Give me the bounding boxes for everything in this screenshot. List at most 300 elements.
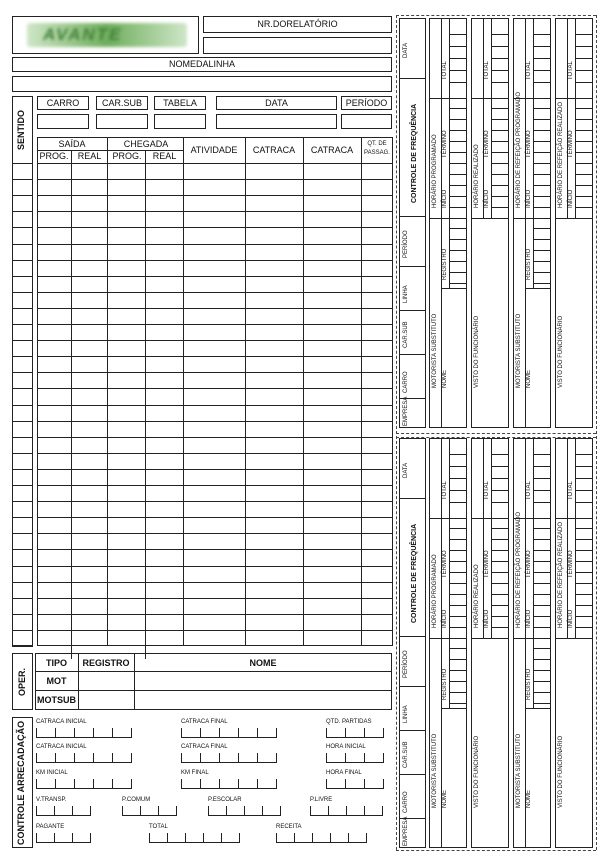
cell-line bbox=[575, 34, 593, 35]
motsub-nome-field[interactable] bbox=[136, 692, 390, 708]
table-row bbox=[37, 195, 393, 196]
arrecadacao-label: CONTROLE ARRECADAÇÃO bbox=[16, 720, 26, 845]
cell-line bbox=[449, 163, 467, 164]
digit-divider bbox=[364, 728, 365, 737]
table-row bbox=[37, 308, 393, 309]
cell-line bbox=[449, 152, 467, 153]
tabela-field[interactable] bbox=[154, 114, 206, 129]
cell-line bbox=[533, 163, 551, 164]
mot-registro-field[interactable] bbox=[80, 673, 132, 688]
divider bbox=[513, 218, 551, 219]
sentido-row bbox=[12, 227, 33, 228]
table-row bbox=[37, 388, 393, 389]
cell-line bbox=[491, 152, 509, 153]
p-comum-label: P.COMUM bbox=[122, 797, 151, 803]
table-row bbox=[37, 276, 393, 277]
table-row bbox=[37, 630, 393, 631]
catraca-final-field-1[interactable] bbox=[181, 728, 277, 738]
sentido-row bbox=[12, 437, 33, 438]
trip-grid bbox=[37, 137, 393, 646]
p2-motorista-substituto-label-2: MOTORISTA SUBSTITUTO bbox=[516, 733, 522, 808]
p1-carro-label: CARRO bbox=[403, 371, 409, 393]
logo-text: AVANTE bbox=[43, 25, 123, 44]
divider bbox=[429, 638, 467, 639]
table-row bbox=[37, 598, 393, 599]
table-row bbox=[37, 517, 393, 518]
saida-header: SAÍDA bbox=[58, 139, 86, 149]
cell-line bbox=[533, 648, 551, 649]
cell-line bbox=[449, 261, 467, 262]
sentido-row bbox=[12, 163, 33, 164]
digit-divider bbox=[185, 833, 186, 842]
cell-line bbox=[575, 108, 593, 109]
cell-line bbox=[575, 152, 593, 153]
sentido-row bbox=[12, 533, 33, 534]
digit-divider bbox=[55, 753, 56, 762]
receita-label: RECEITA bbox=[276, 824, 302, 830]
table-row bbox=[37, 582, 393, 583]
p-livre-field[interactable] bbox=[310, 806, 383, 816]
table-row bbox=[37, 260, 393, 261]
p-escolar-label: P.ESCOLAR bbox=[208, 797, 242, 803]
cell-line bbox=[533, 185, 551, 186]
digit-divider bbox=[54, 833, 55, 842]
sentido-row bbox=[12, 517, 33, 518]
table-row bbox=[37, 485, 393, 486]
divider bbox=[525, 18, 526, 218]
digit-divider bbox=[112, 753, 113, 762]
cell-line bbox=[533, 478, 551, 479]
catraca-inicial-field-2[interactable] bbox=[36, 753, 132, 763]
chegada-header: CHEGADA bbox=[123, 139, 169, 149]
p2-group-title-1: HORÁRIO REALIZADO bbox=[474, 564, 480, 628]
digit-divider bbox=[330, 833, 331, 842]
p2-termino-label-3: TÉRMINO bbox=[568, 550, 574, 578]
cell-line bbox=[449, 681, 467, 682]
cell-line bbox=[449, 627, 467, 628]
table-row bbox=[37, 372, 393, 373]
p1-visto-label-1: VISTO DO FUNCIONÁRIO bbox=[474, 315, 480, 388]
divider bbox=[399, 774, 426, 775]
cell-line bbox=[491, 185, 509, 186]
cell-line bbox=[575, 594, 593, 595]
p2-inicio-label-3: INÍCIO bbox=[568, 609, 574, 628]
total-label: TOTAL bbox=[149, 824, 168, 830]
pagante-field[interactable] bbox=[36, 833, 91, 843]
cell-line bbox=[533, 250, 551, 251]
cell-line bbox=[491, 34, 509, 35]
digit-divider bbox=[200, 753, 201, 762]
cell-line bbox=[491, 594, 509, 595]
v-transp-field[interactable] bbox=[36, 806, 91, 816]
digit-divider bbox=[345, 779, 346, 788]
cell-line bbox=[575, 454, 593, 455]
periodo-field[interactable] bbox=[341, 114, 392, 129]
p1-group-title-0: HORÁRIO PROGRAMADO bbox=[432, 134, 438, 208]
catraca-inicial-label-2: CATRACA INICIAL bbox=[36, 744, 87, 750]
cell-line bbox=[449, 272, 467, 273]
sentido-row bbox=[12, 244, 33, 245]
digit-divider bbox=[238, 779, 239, 788]
catraca-inicial-field-1[interactable] bbox=[36, 728, 132, 738]
divider bbox=[429, 98, 467, 99]
sentido-row bbox=[12, 356, 33, 357]
divider bbox=[449, 18, 450, 218]
p2-termino-label-0: TÉRMINO bbox=[442, 550, 448, 578]
table-row bbox=[37, 437, 393, 438]
cell-line bbox=[533, 207, 551, 208]
digit-divider bbox=[345, 728, 346, 737]
sentido-row bbox=[12, 405, 33, 406]
sentido-row bbox=[12, 195, 33, 196]
line-name-field[interactable] bbox=[12, 76, 392, 92]
cell-line bbox=[449, 594, 467, 595]
digit-divider bbox=[328, 806, 329, 815]
cell-line bbox=[575, 502, 593, 503]
cell-line bbox=[449, 46, 467, 47]
p-comum-field[interactable] bbox=[122, 806, 177, 816]
cell-line bbox=[533, 272, 551, 273]
cell-line bbox=[491, 502, 509, 503]
sentido-row bbox=[12, 501, 33, 502]
divider bbox=[399, 310, 426, 311]
cell-line bbox=[575, 572, 593, 573]
cell-line bbox=[449, 454, 467, 455]
cell-line bbox=[533, 46, 551, 47]
grid-col-line bbox=[245, 137, 246, 646]
p1-group-title-2: HORÁRIO DE REFEIÇÃO PROGRAMADO bbox=[516, 91, 522, 208]
divider bbox=[575, 438, 576, 638]
divider bbox=[441, 708, 467, 709]
divider bbox=[533, 18, 534, 218]
p1-termino-label-3: TÉRMINO bbox=[568, 130, 574, 158]
sentido-row bbox=[12, 598, 33, 599]
v-transp-label: V.TRANSP. bbox=[36, 797, 67, 803]
p1-inicio-label-2: INÍCIO bbox=[526, 189, 532, 208]
carsub-label-box bbox=[96, 96, 148, 110]
sentido-row bbox=[12, 276, 33, 277]
divider bbox=[567, 438, 568, 638]
digit-divider bbox=[219, 753, 220, 762]
cell-line bbox=[491, 130, 509, 131]
sentido-row bbox=[12, 211, 33, 212]
cell-line bbox=[533, 490, 551, 491]
p1-termino-label-0: TÉRMINO bbox=[442, 130, 448, 158]
digit-divider bbox=[276, 779, 277, 788]
cell-line bbox=[575, 46, 593, 47]
km-final-label: KM FINAL bbox=[181, 770, 209, 776]
cell-line bbox=[491, 627, 509, 628]
chegada-real-header: REAL bbox=[152, 151, 177, 161]
p1-motorista-substituto-label-2: MOTORISTA SUBSTITUTO bbox=[516, 313, 522, 388]
digit-divider bbox=[112, 779, 113, 788]
sentido-row bbox=[12, 549, 33, 550]
report-number-label: NR.DORELATÓRIO bbox=[257, 19, 338, 29]
digit-divider bbox=[112, 728, 113, 737]
cell-line bbox=[533, 58, 551, 59]
carro-label-box bbox=[37, 96, 89, 110]
cell-line bbox=[575, 174, 593, 175]
cell-line bbox=[449, 130, 467, 131]
divider bbox=[441, 438, 442, 638]
cell-line bbox=[575, 130, 593, 131]
cell-line bbox=[491, 478, 509, 479]
cell-line bbox=[533, 130, 551, 131]
digit-divider bbox=[239, 833, 240, 842]
cell-line bbox=[449, 561, 467, 562]
hora-final-label: HORA FINAL bbox=[326, 770, 362, 776]
report-number-field[interactable] bbox=[203, 37, 392, 54]
cell-line bbox=[491, 539, 509, 540]
cell-line bbox=[449, 196, 467, 197]
sentido-row bbox=[12, 372, 33, 373]
p2-total-label-2: TOTAL bbox=[526, 481, 532, 500]
carsub-label: CAR.SUB bbox=[101, 98, 142, 108]
cell-line bbox=[449, 572, 467, 573]
tabela-label-box bbox=[154, 96, 206, 110]
digit-divider bbox=[203, 833, 204, 842]
cell-line bbox=[491, 108, 509, 109]
divider bbox=[471, 638, 509, 639]
p2-carro-label: CARRO bbox=[403, 791, 409, 813]
digit-divider bbox=[158, 806, 159, 815]
cell-line bbox=[449, 141, 467, 142]
digit-divider bbox=[74, 753, 75, 762]
p1-group-title-3: HORÁRIO DE REFEIÇÃO REALIZADO bbox=[558, 101, 564, 208]
p1-controle-label: CONTROLE DE FREQUÊNCIA bbox=[411, 103, 418, 203]
motsub-registro-field[interactable] bbox=[80, 692, 132, 708]
cell-line bbox=[533, 454, 551, 455]
logo-box bbox=[12, 16, 199, 54]
p2-inicio-label-2: INÍCIO bbox=[526, 609, 532, 628]
divider bbox=[555, 518, 593, 519]
cell-line bbox=[449, 70, 467, 71]
p2-registro-label-0: REGISTRO bbox=[442, 668, 448, 700]
digit-divider bbox=[93, 728, 94, 737]
saida-real-header: REAL bbox=[77, 151, 102, 161]
data-field[interactable] bbox=[216, 114, 337, 129]
p1-inicio-label-3: INÍCIO bbox=[568, 189, 574, 208]
km-final-field[interactable] bbox=[181, 779, 277, 789]
digit-divider bbox=[93, 779, 94, 788]
table-row bbox=[37, 292, 393, 293]
p1-visto-label-3: VISTO DO FUNCIONÁRIO bbox=[558, 315, 564, 388]
cell-line bbox=[533, 228, 551, 229]
cell-line bbox=[533, 196, 551, 197]
table-row bbox=[37, 453, 393, 454]
carro-label: CARRO bbox=[46, 98, 80, 108]
digit-divider bbox=[167, 833, 168, 842]
table-row bbox=[37, 549, 393, 550]
cell-line bbox=[533, 616, 551, 617]
cell-line bbox=[491, 528, 509, 529]
periodo-label: PERÍODO bbox=[345, 98, 388, 108]
p1-total-label-1: TOTAL bbox=[484, 61, 490, 80]
digit-divider bbox=[364, 806, 365, 815]
cell-line bbox=[575, 466, 593, 467]
p2-visto-label-3: VISTO DO FUNCIONÁRIO bbox=[558, 735, 564, 808]
p2-termino-label-1: TÉRMINO bbox=[484, 550, 490, 578]
divider bbox=[471, 518, 509, 519]
digit-divider bbox=[72, 833, 73, 842]
cell-line bbox=[533, 141, 551, 142]
catraca-final-label-2: CATRACA FINAL bbox=[181, 744, 228, 750]
sentido-row bbox=[12, 324, 33, 325]
divider bbox=[441, 288, 467, 289]
cell-line bbox=[449, 692, 467, 693]
sentido-row bbox=[12, 566, 33, 567]
cell-line bbox=[449, 174, 467, 175]
cell-line bbox=[575, 58, 593, 59]
cell-line bbox=[449, 34, 467, 35]
p1-nome-label-0: NOME bbox=[442, 370, 448, 388]
cell-line bbox=[575, 627, 593, 628]
cell-line bbox=[533, 466, 551, 467]
digit-divider bbox=[219, 728, 220, 737]
oper-registro-header: REGISTRO bbox=[82, 658, 130, 668]
tabela-label: TABELA bbox=[163, 98, 197, 108]
cell-line bbox=[575, 561, 593, 562]
digit-divider bbox=[346, 806, 347, 815]
p2-termino-label-2: TÉRMINO bbox=[526, 550, 532, 578]
digit-divider bbox=[276, 753, 277, 762]
p2-group-title-3: HORÁRIO DE REFEIÇÃO REALIZADO bbox=[558, 521, 564, 628]
cell-line bbox=[575, 490, 593, 491]
cell-line bbox=[533, 550, 551, 551]
cell-line bbox=[491, 466, 509, 467]
sentido-row bbox=[12, 469, 33, 470]
p2-group-title-2: HORÁRIO DE REFEIÇÃO PROGRAMADO bbox=[516, 511, 522, 628]
p-escolar-field[interactable] bbox=[208, 806, 281, 816]
divider bbox=[449, 438, 450, 638]
hora-inicial-field[interactable] bbox=[326, 753, 384, 763]
divider bbox=[471, 98, 509, 99]
divider bbox=[491, 438, 492, 638]
cell-line bbox=[449, 490, 467, 491]
hora-final-field[interactable] bbox=[326, 779, 384, 789]
grid-subheader-line bbox=[37, 150, 183, 151]
cell-line bbox=[575, 119, 593, 120]
divider bbox=[483, 18, 484, 218]
p2-controle-label: CONTROLE DE FREQUÊNCIA bbox=[411, 523, 418, 623]
p1-group-title-1: HORÁRIO REALIZADO bbox=[474, 144, 480, 208]
qtd-partidas-field[interactable] bbox=[326, 728, 384, 738]
cell-line bbox=[575, 528, 593, 529]
digit-divider bbox=[226, 806, 227, 815]
grid-col-line bbox=[107, 137, 108, 646]
p2-carsub-label: CAR.SUB bbox=[403, 741, 409, 768]
divider bbox=[399, 266, 426, 267]
p2-data-label: DATA bbox=[403, 462, 409, 478]
catraca-inicial-label-1: CATRACA INICIAL bbox=[36, 719, 87, 725]
table-row bbox=[37, 405, 393, 406]
digit-divider bbox=[200, 728, 201, 737]
digit-divider bbox=[72, 806, 73, 815]
divider bbox=[555, 98, 593, 99]
total-field[interactable] bbox=[149, 833, 240, 843]
periodo-label-box bbox=[341, 96, 392, 110]
p1-periodo-label: PERÍODO bbox=[403, 230, 409, 258]
km-inicial-label: KM INICIAL bbox=[36, 770, 68, 776]
digit-divider bbox=[257, 779, 258, 788]
p1-inicio-label-1: INÍCIO bbox=[484, 189, 490, 208]
digit-divider bbox=[262, 806, 263, 815]
km-inicial-field[interactable] bbox=[36, 779, 132, 789]
cell-line bbox=[575, 478, 593, 479]
digit-divider bbox=[74, 728, 75, 737]
sentido-row bbox=[12, 614, 33, 615]
receita-field[interactable] bbox=[276, 833, 367, 843]
cell-line bbox=[533, 561, 551, 562]
cell-line bbox=[533, 670, 551, 671]
cell-line bbox=[449, 207, 467, 208]
digit-divider bbox=[90, 833, 91, 842]
cell-line bbox=[533, 261, 551, 262]
divider bbox=[399, 498, 426, 499]
cell-line bbox=[491, 550, 509, 551]
carro-field[interactable] bbox=[37, 114, 89, 129]
divider bbox=[555, 638, 593, 639]
cell-line bbox=[491, 490, 509, 491]
cell-line bbox=[533, 539, 551, 540]
divider bbox=[533, 438, 534, 638]
p1-registro-label-0: REGISTRO bbox=[442, 248, 448, 280]
digit-divider bbox=[383, 753, 384, 762]
cell-line bbox=[533, 239, 551, 240]
p1-termino-label-1: TÉRMINO bbox=[484, 130, 490, 158]
sentido-row bbox=[12, 421, 33, 422]
p2-linha-label: LINHA bbox=[403, 705, 409, 723]
digit-divider bbox=[74, 779, 75, 788]
line-name-label-box bbox=[12, 57, 392, 72]
catraca-final-field-2[interactable] bbox=[181, 753, 277, 763]
oper-motsub-label: MOTSUB bbox=[37, 695, 76, 705]
sentido-row bbox=[12, 453, 33, 454]
divider bbox=[525, 708, 551, 709]
digit-divider bbox=[294, 833, 295, 842]
table-row bbox=[37, 324, 393, 325]
digit-divider bbox=[348, 833, 349, 842]
cell-line bbox=[575, 616, 593, 617]
cell-line bbox=[449, 550, 467, 551]
digit-divider bbox=[312, 833, 313, 842]
cell-line bbox=[491, 82, 509, 83]
cell-line bbox=[533, 502, 551, 503]
data-label: DATA bbox=[265, 98, 288, 108]
carsub-field[interactable] bbox=[96, 114, 148, 129]
cell-line bbox=[533, 572, 551, 573]
cell-line bbox=[575, 163, 593, 164]
mot-nome-field[interactable] bbox=[136, 673, 390, 688]
digit-divider bbox=[90, 806, 91, 815]
p2-total-label-0: TOTAL bbox=[442, 481, 448, 500]
catraca1-header: CATRACA bbox=[252, 145, 296, 155]
digit-divider bbox=[280, 806, 281, 815]
cell-line bbox=[575, 196, 593, 197]
cell-line bbox=[575, 70, 593, 71]
table-row bbox=[37, 356, 393, 357]
cell-line bbox=[533, 659, 551, 660]
digit-divider bbox=[131, 728, 132, 737]
divider bbox=[399, 636, 426, 637]
table-row bbox=[37, 533, 393, 534]
divider bbox=[525, 288, 551, 289]
qtd-partidas-label: QTD. PARTIDAS bbox=[326, 719, 372, 725]
table-row bbox=[37, 163, 393, 164]
p1-total-label-2: TOTAL bbox=[526, 61, 532, 80]
cell-line bbox=[449, 239, 467, 240]
digit-divider bbox=[93, 753, 94, 762]
